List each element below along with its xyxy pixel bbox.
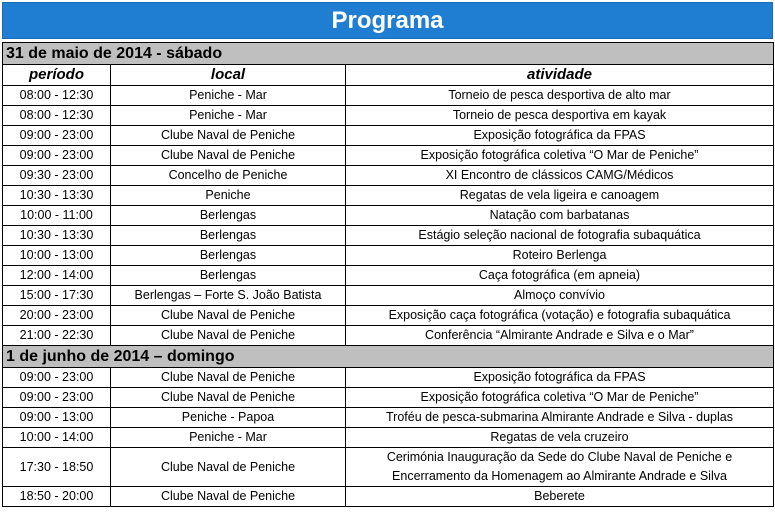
table-row xyxy=(3,106,774,126)
period-cell: 12:00 - 14:00 xyxy=(3,266,111,286)
table-row xyxy=(3,326,774,346)
location-cell: Peniche - Mar xyxy=(111,86,346,106)
activity-cell: Torneio de pesca desportiva de alto mar xyxy=(346,86,774,106)
section-heading-row xyxy=(3,346,774,368)
table-row xyxy=(3,226,774,246)
table-row xyxy=(3,388,774,408)
activity-cell: Natação com barbatanas xyxy=(346,206,774,226)
table-row xyxy=(3,448,774,487)
location-cell: Berlengas xyxy=(111,206,346,226)
table-row xyxy=(3,286,774,306)
activity-cell: Exposição fotográfica da FPAS xyxy=(346,368,774,388)
period-cell: 10:00 - 14:00 xyxy=(3,428,111,448)
table-row xyxy=(3,266,774,286)
activity-line: Encerramento da Homenagem ao Almirante Andrade e Silva xyxy=(392,469,727,483)
location-cell: Berlengas xyxy=(111,246,346,266)
table-row xyxy=(3,368,774,388)
period-cell: 09:00 - 13:00 xyxy=(3,408,111,428)
table-row xyxy=(3,146,774,166)
location-cell: Berlengas xyxy=(111,266,346,286)
column-header-location: local xyxy=(111,65,346,86)
period-cell: 21:00 - 22:30 xyxy=(3,326,111,346)
activity-cell: Exposição fotográfica coletiva “O Mar de Peniche” xyxy=(346,388,774,408)
table-row xyxy=(3,306,774,326)
table-row xyxy=(3,487,774,507)
activity-line: Cerimónia Inauguração da Sede do Clube Naval de Peniche e xyxy=(386,450,733,464)
activity-cell: Exposição caça fotográfica (votação) e fotografia subaquática xyxy=(346,306,774,326)
activity-cell: Exposição fotográfica da FPAS xyxy=(346,126,774,146)
section-heading: 31 de maio de 2014 - sábado xyxy=(3,43,774,65)
header-row xyxy=(3,65,774,86)
activity-cell: Torneio de pesca desportiva em kayak xyxy=(346,106,774,126)
page-title: Programa xyxy=(2,2,773,39)
location-cell: Clube Naval de Peniche xyxy=(111,448,346,487)
period-cell: 08:00 - 12:30 xyxy=(3,106,111,126)
period-cell: 09:30 - 23:00 xyxy=(3,166,111,186)
period-cell: 09:00 - 23:00 xyxy=(3,146,111,166)
table-row xyxy=(3,408,774,428)
location-cell: Clube Naval de Peniche xyxy=(111,146,346,166)
activity-cell: Regatas de vela ligeira e canoagem xyxy=(346,186,774,206)
activity-cell: Beberete xyxy=(346,487,774,507)
period-cell: 20:00 - 23:00 xyxy=(3,306,111,326)
location-cell: Clube Naval de Peniche xyxy=(111,326,346,346)
activity-cell: Conferência “Almirante Andrade e Silva e o Mar” xyxy=(346,326,774,346)
table-row xyxy=(3,166,774,186)
table-row xyxy=(3,126,774,146)
activity-cell xyxy=(346,448,774,487)
location-cell: Peniche - Papoa xyxy=(111,408,346,428)
period-cell: 09:00 - 23:00 xyxy=(3,368,111,388)
location-cell: Clube Naval de Peniche xyxy=(111,306,346,326)
period-cell: 10:30 - 13:30 xyxy=(3,186,111,206)
program-table xyxy=(2,42,774,507)
activity-cell: Caça fotográfica (em apneia) xyxy=(346,266,774,286)
activity-cell: Almoço convívio xyxy=(346,286,774,306)
location-cell: Concelho de Peniche xyxy=(111,166,346,186)
activity-cell: Regatas de vela cruzeiro xyxy=(346,428,774,448)
activity-cell: Troféu de pesca-submarina Almirante Andrade e Silva - duplas xyxy=(346,408,774,428)
location-cell: Berlengas xyxy=(111,226,346,246)
activity-cell: Estágio seleção nacional de fotografia subaquática xyxy=(346,226,774,246)
section-heading: 1 de junho de 2014 – domingo xyxy=(3,346,774,368)
period-cell: 10:00 - 13:00 xyxy=(3,246,111,266)
location-cell: Clube Naval de Peniche xyxy=(111,388,346,408)
period-cell: 08:00 - 12:30 xyxy=(3,86,111,106)
table-row xyxy=(3,206,774,226)
period-cell: 10:00 - 11:00 xyxy=(3,206,111,226)
section-heading-row xyxy=(3,43,774,65)
table-row xyxy=(3,428,774,448)
location-cell: Clube Naval de Peniche xyxy=(111,368,346,388)
activity-cell: Roteiro Berlenga xyxy=(346,246,774,266)
table-row xyxy=(3,246,774,266)
period-cell: 10:30 - 13:30 xyxy=(3,226,111,246)
location-cell: Clube Naval de Peniche xyxy=(111,487,346,507)
activity-cell: Exposição fotográfica coletiva “O Mar de Peniche” xyxy=(346,146,774,166)
location-cell: Peniche - Mar xyxy=(111,106,346,126)
period-cell: 17:30 - 18:50 xyxy=(3,448,111,487)
location-cell: Peniche xyxy=(111,186,346,206)
period-cell: 09:00 - 23:00 xyxy=(3,388,111,408)
location-cell: Clube Naval de Peniche xyxy=(111,126,346,146)
period-cell: 18:50 - 20:00 xyxy=(3,487,111,507)
location-cell: Peniche - Mar xyxy=(111,428,346,448)
period-cell: 15:00 - 17:30 xyxy=(3,286,111,306)
column-header-period: período xyxy=(3,65,111,86)
table-row xyxy=(3,86,774,106)
column-header-activity: atividade xyxy=(346,65,774,86)
location-cell: Berlengas – Forte S. João Batista xyxy=(111,286,346,306)
activity-cell: XI Encontro de clássicos CAMG/Médicos xyxy=(346,166,774,186)
table-row xyxy=(3,186,774,206)
period-cell: 09:00 - 23:00 xyxy=(3,126,111,146)
